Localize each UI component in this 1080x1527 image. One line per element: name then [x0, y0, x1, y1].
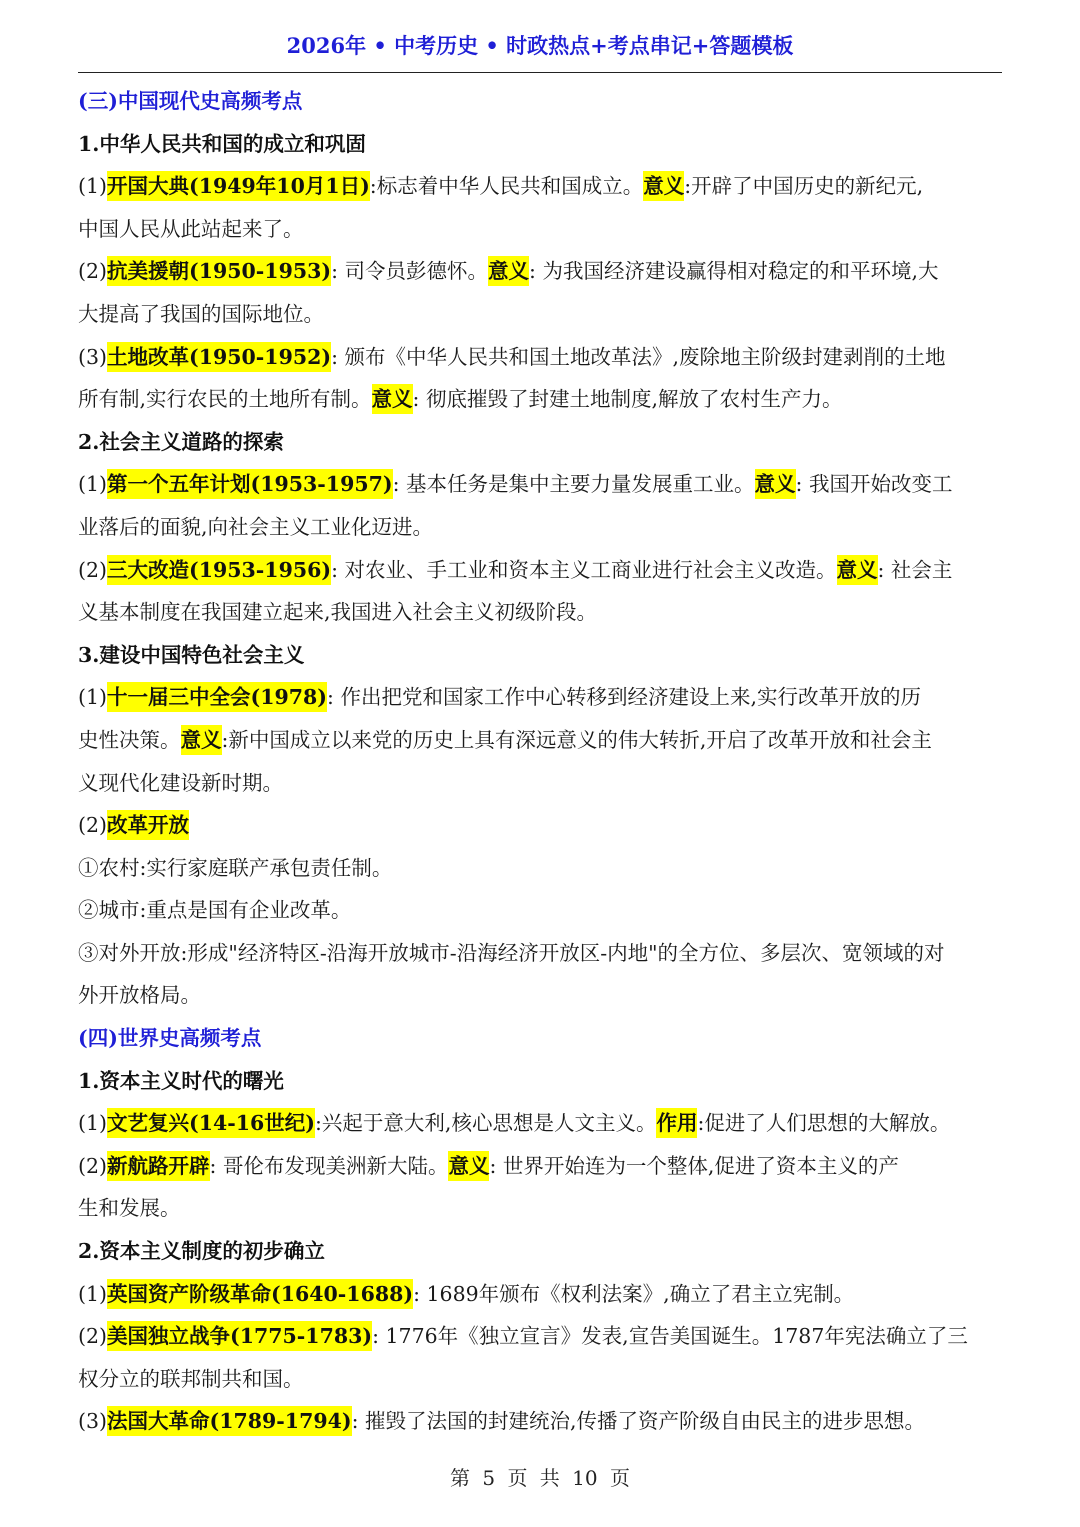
- body-text: ③对外开放:形成"经济特区-沿海开放城市-沿海经济开放区-内地"的全方位、多层次、宽领域的对: [78, 940, 945, 965]
- text-line: [78, 1230, 1018, 1273]
- body-text: (2): [78, 259, 108, 284]
- body-text: (2): [78, 557, 108, 582]
- body-text: :标志着中华人民共和国成立。: [369, 174, 644, 199]
- body-text: : 作出把党和国家工作中心转移到经济建设上来,实行改革开放的历: [327, 685, 921, 710]
- body-text: 业落后的面貌,向社会主义工业化迈进。: [78, 514, 434, 539]
- body-text: (1): [78, 174, 108, 199]
- highlighted-term: 第一个五年计划(1953-1957): [107, 469, 393, 499]
- body-text: 中国人民从此站起来了。: [78, 216, 304, 241]
- highlighted-term: 美国独立战争(1775-1783): [107, 1321, 372, 1351]
- highlighted-term: 意义: [755, 469, 796, 499]
- header-divider: [78, 72, 1002, 73]
- text-line: [78, 847, 1018, 890]
- body-text: 生和发展。: [78, 1196, 181, 1221]
- text-line: [78, 336, 1018, 379]
- highlighted-term: 抗美援朝(1950-1953): [107, 256, 331, 286]
- section-heading: (三)中国现代史高频考点: [78, 89, 303, 113]
- body-text: (1): [78, 685, 108, 710]
- text-line: [78, 506, 1018, 549]
- body-text: : 司令员彭德怀。: [331, 259, 489, 284]
- header-title: 2026年 • 中考历史 • 时政热点+考点串记+答题模板: [286, 33, 794, 58]
- body-text: (2): [78, 1324, 108, 1349]
- body-text: :兴起于意大利,核心思想是人文主义。: [315, 1111, 657, 1136]
- text-line: [78, 80, 1018, 123]
- body-text: : 1689年颁布《权利法案》,确立了君主立宪制。: [413, 1281, 855, 1306]
- text-line: [78, 591, 1018, 634]
- topic-heading: 1.中华人民共和国的成立和巩固: [78, 131, 366, 156]
- document-body: [78, 80, 1018, 1443]
- highlighted-term: 法国大革命(1789-1794): [107, 1406, 352, 1436]
- topic-heading: 2.资本主义制度的初步确立: [78, 1239, 325, 1264]
- text-line: [78, 634, 1018, 677]
- text-line: [78, 421, 1018, 464]
- body-text: 所有制,实行农民的土地所有制。: [78, 387, 372, 412]
- topic-heading: 3.建设中国特色社会主义: [78, 642, 305, 667]
- text-line: [78, 1400, 1018, 1443]
- highlighted-term: 作用: [656, 1108, 697, 1138]
- body-text: (2): [78, 813, 108, 838]
- highlighted-term: 文艺复兴(14-16世纪): [107, 1108, 315, 1138]
- body-text: (1): [78, 472, 108, 497]
- text-line: [78, 1017, 1018, 1060]
- body-text: 大提高了我国的国际地位。: [78, 301, 324, 326]
- highlighted-term: 十一届三中全会(1978): [107, 682, 327, 712]
- text-line: [78, 549, 1018, 592]
- highlighted-term: 意义: [837, 555, 878, 585]
- text-line: [78, 1102, 1018, 1145]
- body-text: 义基本制度在我国建立起来,我国进入社会主义初级阶段。: [78, 600, 598, 625]
- body-text: 义现代化建设新时期。: [78, 770, 283, 795]
- text-line: [78, 165, 1018, 208]
- body-text: :促进了人们思想的大解放。: [697, 1111, 951, 1136]
- body-text: ①农村:实行家庭联产承包责任制。: [78, 855, 393, 880]
- highlighted-term: 英国资产阶级革命(1640-1688): [107, 1279, 413, 1309]
- body-text: : 摧毁了法国的封建统治,传播了资产阶级自由民主的进步思想。: [351, 1409, 926, 1434]
- body-text: :新中国成立以来党的历史上具有深远意义的伟大转折,开启了改革开放和社会主: [221, 727, 932, 752]
- topic-heading: 1.资本主义时代的曙光: [78, 1068, 284, 1093]
- body-text: (1): [78, 1281, 108, 1306]
- text-line: [78, 250, 1018, 293]
- body-text: : 世界开始连为一个整体,促进了资本主义的产: [489, 1153, 899, 1178]
- text-line: [78, 1187, 1018, 1230]
- section-heading: (四)世界史高频考点: [78, 1026, 262, 1051]
- body-text: (3): [78, 344, 108, 369]
- text-line: [78, 378, 1018, 421]
- highlighted-term: 意义: [181, 725, 222, 755]
- body-text: 权分立的联邦制共和国。: [78, 1366, 304, 1391]
- text-line: [78, 463, 1018, 506]
- body-text: : 颁布《中华人民共和国土地改革法》,废除地主阶级封建剥削的土地: [331, 344, 946, 369]
- page-number: 第 5 页 共 10 页: [450, 1466, 630, 1490]
- body-text: : 哥伦布发现美洲新大陆。: [209, 1153, 449, 1178]
- body-text: (1): [78, 1111, 108, 1136]
- body-text: 外开放格局。: [78, 983, 201, 1008]
- highlighted-term: 开国大典(1949年10月1日): [107, 171, 370, 201]
- text-line: [78, 889, 1018, 932]
- body-text: (2): [78, 1153, 108, 1178]
- highlighted-term: 意义: [488, 256, 529, 286]
- body-text: : 我国开始改变工: [795, 472, 953, 497]
- text-line: [78, 974, 1018, 1017]
- highlighted-term: 改革开放: [107, 810, 189, 840]
- highlighted-term: 新航路开辟: [107, 1151, 210, 1181]
- body-text: : 社会主: [877, 557, 953, 582]
- text-line: [78, 1145, 1018, 1188]
- body-text: : 1776年《独立宣言》发表,宣告美国诞生。1787年宪法确立了三: [372, 1324, 968, 1349]
- body-text: : 对农业、手工业和资本主义工商业进行社会主义改造。: [331, 557, 837, 582]
- body-text: : 彻底摧毁了封建土地制度,解放了农村生产力。: [412, 387, 843, 412]
- body-text: : 基本任务是集中主要力量发展重工业。: [392, 472, 755, 497]
- text-line: [78, 804, 1018, 847]
- text-line: [78, 719, 1018, 762]
- text-line: [78, 1315, 1018, 1358]
- body-text: : 为我国经济建设赢得相对稳定的和平环境,大: [529, 259, 939, 284]
- highlighted-term: 意义: [448, 1151, 489, 1181]
- highlighted-term: 三大改造(1953-1956): [107, 555, 331, 585]
- text-line: [78, 762, 1018, 805]
- highlighted-term: 意义: [643, 171, 684, 201]
- body-text: ②城市:重点是国有企业改革。: [78, 898, 352, 923]
- topic-heading: 2.社会主义道路的探索: [78, 429, 284, 454]
- text-line: [78, 1060, 1018, 1103]
- text-line: [78, 293, 1018, 336]
- text-line: [78, 208, 1018, 251]
- body-text: 史性决策。: [78, 727, 181, 752]
- highlighted-term: 意义: [372, 384, 413, 414]
- text-line: [78, 1358, 1018, 1401]
- text-line: [78, 932, 1018, 975]
- body-text: :开辟了中国历史的新纪元,: [684, 174, 924, 199]
- highlighted-term: 土地改革(1950-1952): [107, 342, 331, 372]
- text-line: [78, 676, 1018, 719]
- body-text: (3): [78, 1409, 108, 1434]
- text-line: [78, 1273, 1018, 1316]
- text-line: [78, 123, 1018, 166]
